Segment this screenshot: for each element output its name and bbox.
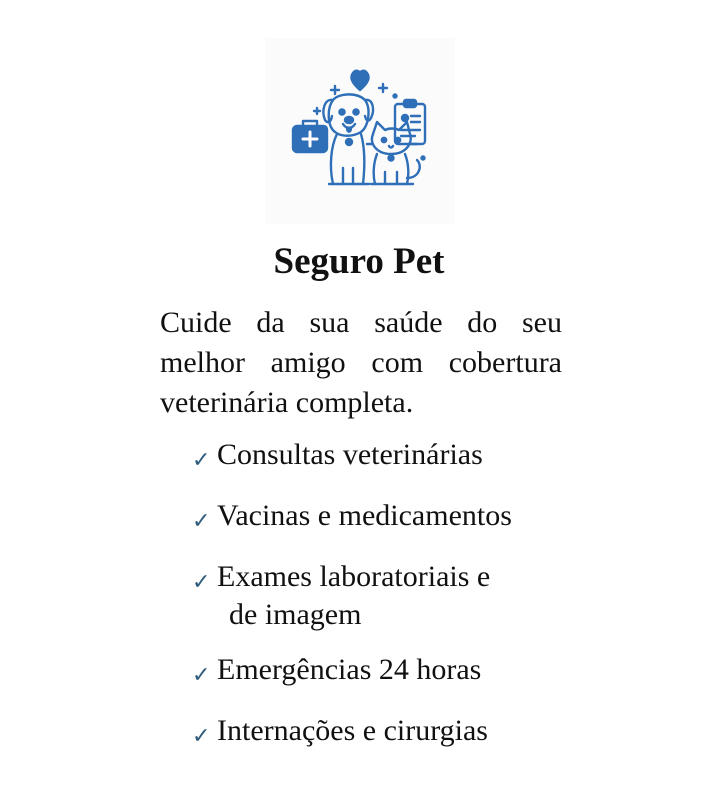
list-item — [192, 712, 592, 756]
feature-label-continuation: de imagem — [229, 598, 362, 631]
intro-paragraph: Cuide da sua saúde do seu melhor amigo com cobertura veterinária completa. — [160, 306, 562, 419]
checkmark-icon: ✓ — [192, 724, 211, 749]
checkmark-icon: ✓ — [192, 509, 211, 534]
feature-label: Consultas veterinárias — [217, 438, 483, 471]
checkmark-icon: ✓ — [192, 448, 211, 473]
feature-label: Emergências 24 horas — [217, 653, 482, 686]
list-item — [192, 497, 592, 541]
page-title: Seguro Pet — [273, 241, 445, 282]
pet-insurance-logo — [265, 38, 455, 224]
list-item — [192, 651, 592, 695]
feature-label: Vacinas e medicamentos — [217, 499, 512, 532]
feature-label: Internações e cirurgias — [217, 714, 488, 747]
dog-and-cat-icon — [265, 38, 455, 224]
list-item — [192, 436, 592, 480]
checkmark-icon: ✓ — [192, 663, 211, 688]
checkmark-icon: ✓ — [192, 570, 211, 595]
feature-label: Exames laboratoriais e — [217, 560, 491, 593]
coverage-list — [192, 436, 592, 773]
list-item — [192, 558, 592, 634]
